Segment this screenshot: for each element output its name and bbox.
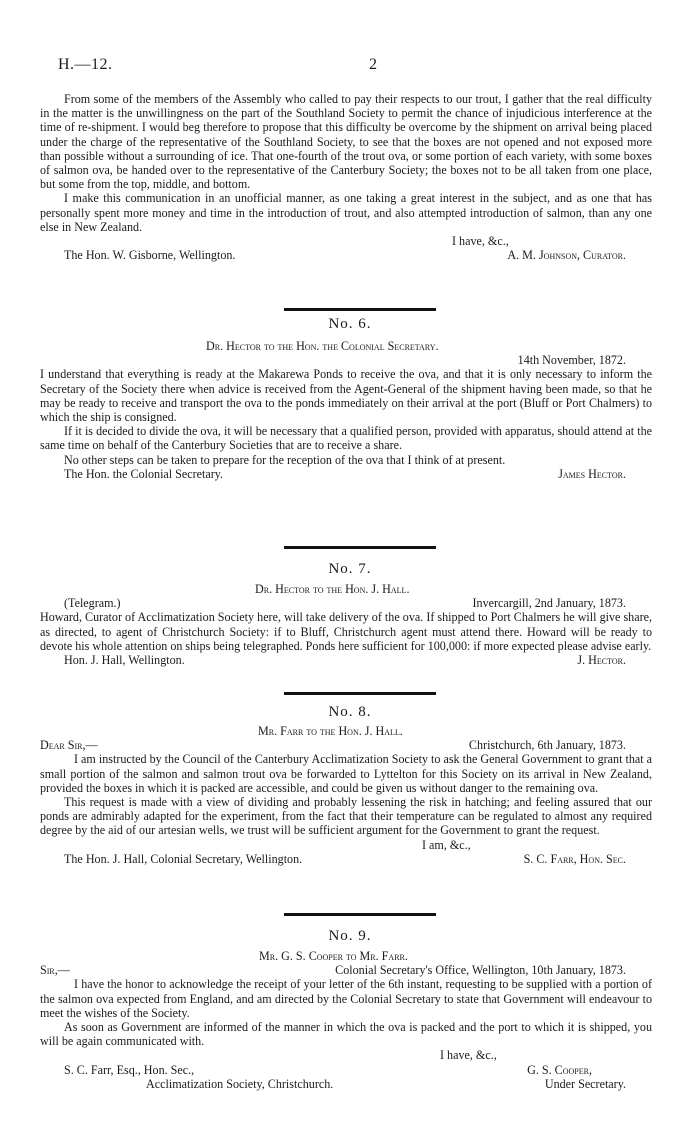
letter-paragraph-text: I am instructed by the Council of the Canterbury Acclimatization Society to ask the General Government to grant that a small portion of the salmon and salmon trout ova be forwarded to Lyttelton for this Society on its arrival in New Zealand, provided the boxes in which it is packed are accessible, and could be given us without danger to the remaining ova.: [40, 752, 652, 795]
intro-paragraph-1: From some of the members of the Assembly who called to pay their respects to our trout, I gather that the real difficulty in the matter is the unwillingness on the part of the Southland Society to permit the chance of injudicious interference at the time of re-shipment. I would beg therefore to propose that this difficulty be overcome by the shipment on arrival being placed under the charge of the representative of the Southland Society, to see that the boxes are not opened and not exposed more than possible without a surrounding of ice. That one-fourth of the trout ova, or some portion of each variety, with some boxes of salmon ova, be handed over to the representative of the Canterbury Society; the boxes not to be all taken from one place, but some from the top, middle, and bottom.: [40, 92, 652, 192]
letter-addressee: S. C. Farr, Esq., Hon. Sec.,: [64, 1062, 195, 1077]
section-divider: [284, 546, 436, 549]
letter-paragraph: [40, 752, 652, 795]
letter-addressee: Hon. J. Hall, Wellington.: [64, 652, 185, 667]
letter-date-line: [40, 963, 652, 977]
intro-signature: A. M. Johnson, Curator.: [507, 248, 626, 263]
letter-heading-line: [40, 339, 652, 353]
letter-paragraph: [40, 977, 652, 1020]
letter-addressee: Acclimatization Society, Christchurch.: [146, 1076, 334, 1091]
letter-heading: Mr. Farr to the Hon. J. Hall.: [258, 724, 403, 738]
letter-date-line: [40, 353, 652, 367]
letter-heading-line: [40, 949, 652, 963]
letter-9: [40, 949, 652, 1091]
letter-number: No. 6.: [328, 316, 372, 332]
letter-paragraph: This request is made with a view of dividing and probably lessening the risk in hatching; and feeling assured that our ponds are admirably adapted for the experiment, from the fact that their temperature can be regulated to almost any required degree by the aid of our artesian wells, we trust will be sufficient argument for the Government to grant the request.: [40, 794, 652, 838]
letter-number: No. 7.: [328, 561, 372, 577]
letter-signature-line: [40, 852, 652, 866]
letter-paragraph: I understand that everything is ready at the Makarewa Ponds to receive the ova, and that it is only necessary to inform the Secretary of the Society there when advice is received from the Agent-General of the shipment having been made, so that he may be ready to receive and transport the ova to the ponds immediately on their arrival at the port (Bluff or Port Chalmers) to which the ship is consigned.: [40, 367, 652, 424]
letter-date-line: [40, 596, 652, 610]
letter-closing-line: [40, 838, 652, 852]
intro-closing-line: [40, 234, 652, 248]
letter-closing: I am, &c.,: [422, 837, 471, 852]
section-divider: [284, 692, 436, 695]
letter-heading-line: [40, 582, 652, 596]
letter-signature: Under Secretary.: [544, 1076, 626, 1091]
letter-addressee: The Hon. the Colonial Secretary.: [64, 466, 224, 481]
telegram-note: (Telegram.): [64, 596, 121, 611]
letter-7: [40, 582, 652, 667]
letter-date: 14th November, 1872.: [517, 353, 626, 368]
letter-date: Invercargill, 2nd January, 1873.: [472, 596, 626, 611]
letter-closing: I have, &c.,: [440, 1048, 497, 1063]
intro-paragraph-2: I make this communication in an unofficial manner, as one taking a great interest in the subject, and as one that has personally spent more money and time in the introduction of trout, and also attempted introduction of salmon, than any one else in New Zealand.: [40, 191, 652, 234]
letter-date: Christchurch, 6th January, 1873.: [468, 738, 626, 753]
letter-addressee: The Hon. J. Hall, Colonial Secretary, Wellington.: [64, 851, 303, 866]
letter-signature-line: [40, 1063, 652, 1077]
letter-heading: Mr. G. S. Cooper to Mr. Farr.: [259, 949, 408, 963]
intro-addressee: The Hon. W. Gisborne, Wellington.: [64, 248, 236, 263]
letter-date-line: [40, 738, 652, 752]
section-divider: [284, 913, 436, 916]
letter-number: No. 9.: [328, 928, 372, 944]
letter-paragraph: As soon as Government are informed of the manner in which the ova is packed and the port to which it is shipped, you will be again communicated with.: [40, 1019, 652, 1049]
intro-letter: [40, 92, 652, 262]
letter-date: Colonial Secretary's Office, Wellington, 10th January, 1873.: [335, 963, 626, 978]
letter-heading: Dr. Hector to the Hon. J. Hall.: [255, 582, 410, 596]
letter-paragraph: No other steps can be taken to prepare for the reception of the ova that I think of at present.: [64, 452, 506, 467]
letter-signature-line: [40, 467, 652, 481]
letter-salutation: Sir,—: [40, 963, 70, 978]
section-divider: [284, 308, 436, 311]
letter-signature: J. Hector.: [577, 652, 626, 667]
letter-signature: James Hector.: [558, 466, 626, 481]
letter-8: [40, 724, 652, 866]
letter-signature: S. C. Farr, Hon. Sec.: [523, 851, 626, 866]
letter-6: [40, 339, 652, 481]
page-number: 2: [369, 56, 377, 73]
letter-salutation: Dear Sir,—: [40, 738, 98, 753]
letter-signature-line: [40, 653, 652, 667]
letter-heading: Dr. Hector to the Hon. the Colonial Secretary.: [206, 339, 439, 353]
letter-paragraph-text: I have the honor to acknowledge the receipt of your letter of the 6th instant, requesting to be supplied with a portion of the salmon ova expected from England, and am directed by the Colonial Secretary to state that Government will endeavour to meet the wishes of the Society.: [40, 977, 652, 1020]
letter-heading-line: [40, 724, 652, 738]
letter-paragraph: If it is decided to divide the ova, it will be necessary that a qualified person, provided with apparatus, should attend at the same time on behalf of the Canterbury Societies that are to receive a share.: [40, 424, 652, 453]
intro-closing: I have, &c.,: [452, 234, 509, 249]
document-reference: H.—12.: [58, 56, 113, 73]
letter-signature-line: [40, 1077, 652, 1091]
page-header: [58, 56, 648, 78]
intro-signature-line: [40, 248, 652, 262]
letter-paragraph: Howard, Curator of Acclimatization Society here, will take delivery of the ova. If shipped to Port Chalmers he will give share, as directed, to agent of Christchurch Society: if to Bluff, Christchurch agent must attend there. Howard will be ready to devote his whole attention on ships being telegraphed. Ponds here sufficient for 100,000: if more expected please advise early.: [40, 610, 652, 653]
letter-signature: G. S. Cooper,: [527, 1062, 592, 1077]
letter-closing-line: [40, 1048, 652, 1062]
letter-number: No. 8.: [328, 704, 372, 720]
